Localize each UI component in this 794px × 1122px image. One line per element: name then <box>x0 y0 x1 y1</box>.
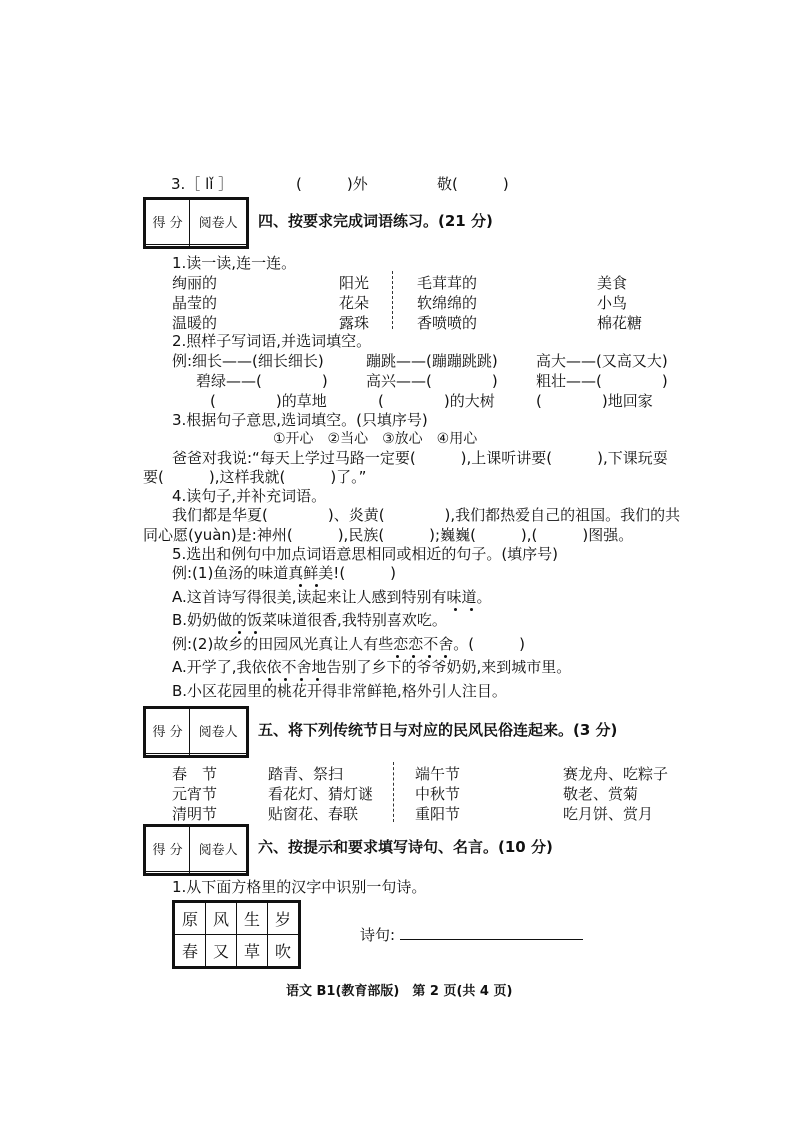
grid-char: 吹 <box>268 935 299 967</box>
blank-wai: ( )外 <box>296 175 368 193</box>
q4-line2: 同心愿(yuàn)是:神州( ),民族( );巍巍( ),( )图强。 <box>143 526 634 544</box>
poem-answer-line[interactable] <box>400 922 583 940</box>
word-left-3: 温暖的 <box>172 314 218 332</box>
section6-q1-title: 1.从下面方格里的汉字中识别一句诗。 <box>172 878 427 896</box>
q2-example-2: 蹦跳——(蹦蹦跳跳) <box>366 352 498 370</box>
word-left-1: 绚丽的 <box>172 274 218 292</box>
q2-example-3: 高大——(又高又大) <box>536 352 668 370</box>
q1-right-col <box>417 273 477 333</box>
q2-fill-2: ( )的大树 <box>378 392 495 410</box>
custom-3: 贴窗花、春联 <box>268 805 359 823</box>
custom-1: 踏青、祭扫 <box>268 765 344 783</box>
grid-char: 又 <box>206 935 237 967</box>
customs-right <box>563 764 668 824</box>
festival-lantern: 元宵节 <box>172 785 218 803</box>
q2-fill-3: ( )地回家 <box>536 392 653 410</box>
q1-title: 1.读一读,连一连。 <box>172 254 297 272</box>
section6-title: 六、按提示和要求填写诗句、名言。(10 分) <box>258 838 553 856</box>
q5-title: 5.选出和例句中加点词语意思相同或相近的句子。(填序号) <box>172 545 559 563</box>
target-left-1: 阳光 <box>339 274 370 292</box>
q4-title: 4.读句子,并补充词语。 <box>172 487 327 505</box>
character-grid <box>172 900 301 969</box>
target-right-2: 小鸟 <box>597 294 628 312</box>
score-box-section5 <box>143 706 249 758</box>
score-box-section6 <box>143 824 249 876</box>
festivals-right <box>415 764 460 824</box>
target-right-1: 美食 <box>597 274 628 292</box>
grid-char: 岁 <box>268 903 299 935</box>
festival-duanwu: 端午节 <box>415 765 461 783</box>
q3-title: 3.根据句子意思,选词填空。(只填序号) <box>172 411 428 429</box>
customs-left <box>268 764 373 824</box>
score-label: 得 分 <box>146 709 190 754</box>
target-left-2: 花朵 <box>339 294 370 312</box>
page-footer: 语文 B1(教育部版) 第 2 页(共 4 页) <box>286 984 513 999</box>
q2-blank-2: 高兴——( ) <box>366 372 498 390</box>
q5-example-1: 例:(1)鱼汤的味道真鲜美!( ) <box>172 564 397 582</box>
q3-options: ①开心 ②当心 ③放心 ④用心 <box>273 431 478 447</box>
grid-char: 生 <box>237 903 268 935</box>
q2-title: 2.照样子写词语,并选词填空。 <box>172 332 372 350</box>
q1-right-targets <box>597 273 642 333</box>
score-label: 得 分 <box>146 827 190 872</box>
score-box-section4 <box>143 197 249 249</box>
word-left-2: 晶莹的 <box>172 294 218 312</box>
word-right-3: 香喷喷的 <box>417 314 478 332</box>
q2-fill-1: ( )的草地 <box>210 392 327 410</box>
q3-line2: 要( ),这样我就( )了。” <box>143 468 367 486</box>
q2-blank-1: 碧绿——( ) <box>196 372 328 390</box>
festival-midautumn: 中秋节 <box>415 785 461 803</box>
pinyin-item-3: 3.［ lǐ ］ <box>171 175 234 193</box>
divider-dashed <box>393 762 394 822</box>
grid-char: 风 <box>206 903 237 935</box>
poem-label: 诗句: <box>360 926 396 944</box>
section4-title: 四、按要求完成词语练习。(21 分) <box>258 212 493 230</box>
q2-blank-3: 粗壮——( ) <box>536 372 668 390</box>
festival-chongyang: 重阳节 <box>415 805 461 823</box>
word-right-1: 毛茸茸的 <box>417 274 478 292</box>
q3-line1: 爸爸对我说:“每天上学过马路一定要( ),上课听讲要( ),下课玩耍 <box>172 449 668 467</box>
target-right-3: 棉花糖 <box>597 314 643 332</box>
custom-4: 赛龙舟、吃粽子 <box>563 765 669 783</box>
q5-example-2: 例:(2)故乡的田园风光真让人有些恋恋不舍。( ) <box>172 635 526 653</box>
custom-2: 看花灯、猜灯谜 <box>268 785 374 803</box>
score-label: 得 分 <box>146 200 190 245</box>
festival-spring: 春 节 <box>172 765 218 783</box>
target-left-3: 露珠 <box>339 314 370 332</box>
festivals-left <box>172 764 217 824</box>
grader-label: 阅卷人 <box>190 200 247 245</box>
grid-char: 原 <box>175 903 206 935</box>
q5-ex1-option-a: A.这首诗写得很美,读起来让人感到特别有味道。 <box>172 588 492 606</box>
festival-qingming: 清明节 <box>172 805 218 823</box>
grid-char: 草 <box>237 935 268 967</box>
q5-ex2-option-a: A.开学了,我依依不舍地告别了乡下的爷爷奶奶,来到城市里。 <box>172 658 572 676</box>
section5-title: 五、将下列传统节日与对应的民风民俗连起来。(3 分) <box>258 721 618 739</box>
q4-line1: 我们都是华夏( )、炎黄( ),我们都热爱自己的祖国。我们的共 <box>172 506 681 524</box>
q1-left-targets <box>339 273 369 333</box>
emphasis-dots <box>448 608 488 612</box>
grader-label: 阅卷人 <box>190 827 247 872</box>
q2-example-1: 例:细长——(细长细长) <box>172 352 324 370</box>
custom-6: 吃月饼、赏月 <box>563 805 654 823</box>
grader-label: 阅卷人 <box>190 709 247 754</box>
grid-char: 春 <box>175 935 206 967</box>
blank-jing: 敬( ) <box>437 175 509 193</box>
q5-ex1-option-b: B.奶奶做的饭菜味道很香,我特别喜欢吃。 <box>172 611 447 629</box>
q5-ex2-option-b: B.小区花园里的桃花开得非常鲜艳,格外引人注目。 <box>172 682 507 700</box>
custom-5: 敬老、赏菊 <box>563 785 639 803</box>
q1-left-col <box>172 273 217 333</box>
divider-dashed <box>392 271 393 329</box>
word-right-2: 软绵绵的 <box>417 294 478 312</box>
